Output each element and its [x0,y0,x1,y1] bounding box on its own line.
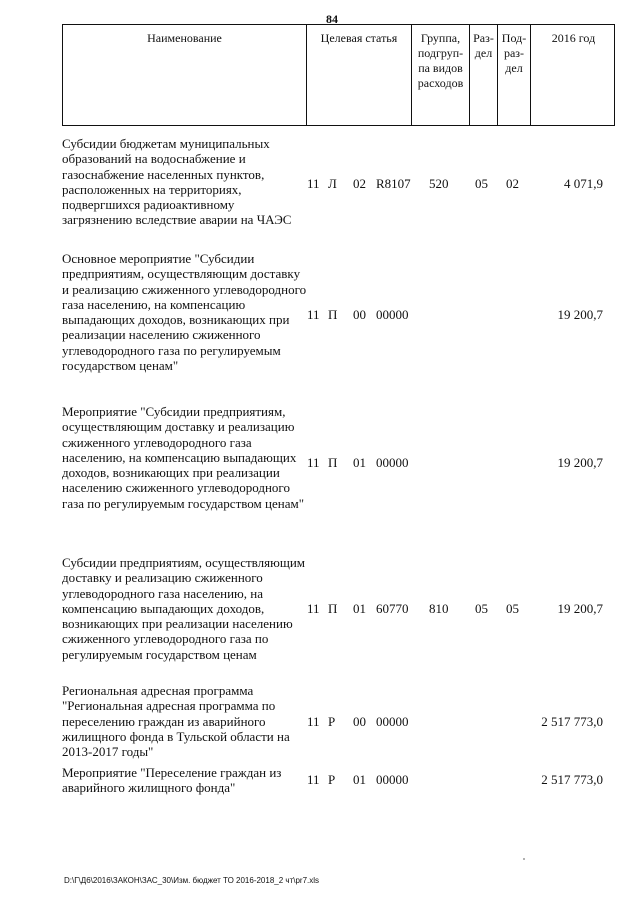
code-event: 01 [353,601,366,616]
amount: 2 517 773,0 [541,772,603,787]
code-direction: 00000 [376,307,409,322]
row-name: Субсидии бюджетам муниципальных образований на водоснабжение и газоснабжение населенных пунктов, расположенных на территориях, подвергшихся радиоактивному загрязнению вследствие аварии на ЧАЭС [62,136,292,228]
table-row [62,683,615,763]
code-subprogram: Р [328,772,336,787]
code-subprogram: П [328,601,338,616]
code-direction: 00000 [376,455,409,470]
code-direction: R8107 [376,176,411,191]
table-header [62,24,615,126]
section-code: 05 [475,176,488,191]
code-direction: 00000 [376,714,409,729]
row-name: Мероприятие "Субсидии предприятиям, осуществляющим доставку и реализацию сжиженного углеводородного газа населению, на компенсацию выпадающих доходов, возникающих при реализации населению сжиженного углеводородного газа по регулируемым государством ценам" [62,404,305,511]
code-program: 11 [307,176,320,191]
code-subprogram: Р [328,714,336,729]
header-target: Целевая статья [307,25,412,125]
header-name: Наименование [63,25,307,125]
amount: 19 200,7 [557,455,603,470]
code-event: 00 [353,307,366,322]
code-program: 11 [307,455,320,470]
code-program: 11 [307,307,320,322]
scan-speck [523,858,525,860]
amount: 4 071,9 [564,176,603,191]
code-event: 01 [353,772,366,787]
code-event: 02 [353,176,366,191]
table-row [62,765,615,799]
code-program: 11 [307,772,320,787]
table-row [62,404,615,516]
code-subprogram: П [328,307,338,322]
header-year: 2016 год [551,31,596,45]
page-number: 84 [326,12,338,26]
code-direction: 60770 [376,601,409,616]
group-code: 520 [429,176,449,191]
amount: 19 200,7 [557,601,603,616]
code-program: 11 [307,601,320,616]
code-event: 01 [353,455,366,470]
amount: 19 200,7 [557,307,603,322]
subsection-code: 05 [506,601,519,616]
row-name: Мероприятие "Переселение граждан из аварийного жилищного фонда" [62,765,282,796]
section-code: 05 [475,601,488,616]
row-name: Субсидии предприятиям, осуществляющим доставку и реализацию сжиженного углеводородного газа населению, на компенсацию выпадающих доходов, возникающих при реализации населению сжиженного углеводородного газа по регулируемым государством ценам [62,555,306,662]
header-section: Раз- дел [470,25,498,125]
row-name: Основное мероприятие "Субсидии предприятиям, осуществляющим доставку и реализацию сжиженного углеводородного газа населению, на компенсацию выпадающих доходов, возникающих при реализации населению сжиженного углеводородного газа по регулируемым государством ценам" [62,251,307,374]
table-row [62,136,615,231]
subsection-code: 02 [506,176,519,191]
table-row [62,555,615,667]
header-subsection: Под- раз- дел [498,25,531,125]
amount: 2 517 773,0 [541,714,603,729]
code-subprogram: Л [328,176,337,191]
table-row [62,251,615,376]
code-direction: 00000 [376,772,409,787]
code-event: 00 [353,714,366,729]
code-program: 11 [307,714,320,729]
row-name: Региональная адресная программа "Региональная адресная программа по переселению граждан из аварийного жилищного фонда в Тульской области на 2013-2017 годы" [62,683,290,760]
file-path-footer: D:\Г\Д6\2016\ЗАКОН\ЗАС_30\Изм. бюджет ТО 2016-2018_2 чт\pr7.xls [64,876,320,885]
header-group: Группа, подгруп- па видов расходов [412,25,470,125]
group-code: 810 [429,601,449,616]
code-subprogram: П [328,455,338,470]
